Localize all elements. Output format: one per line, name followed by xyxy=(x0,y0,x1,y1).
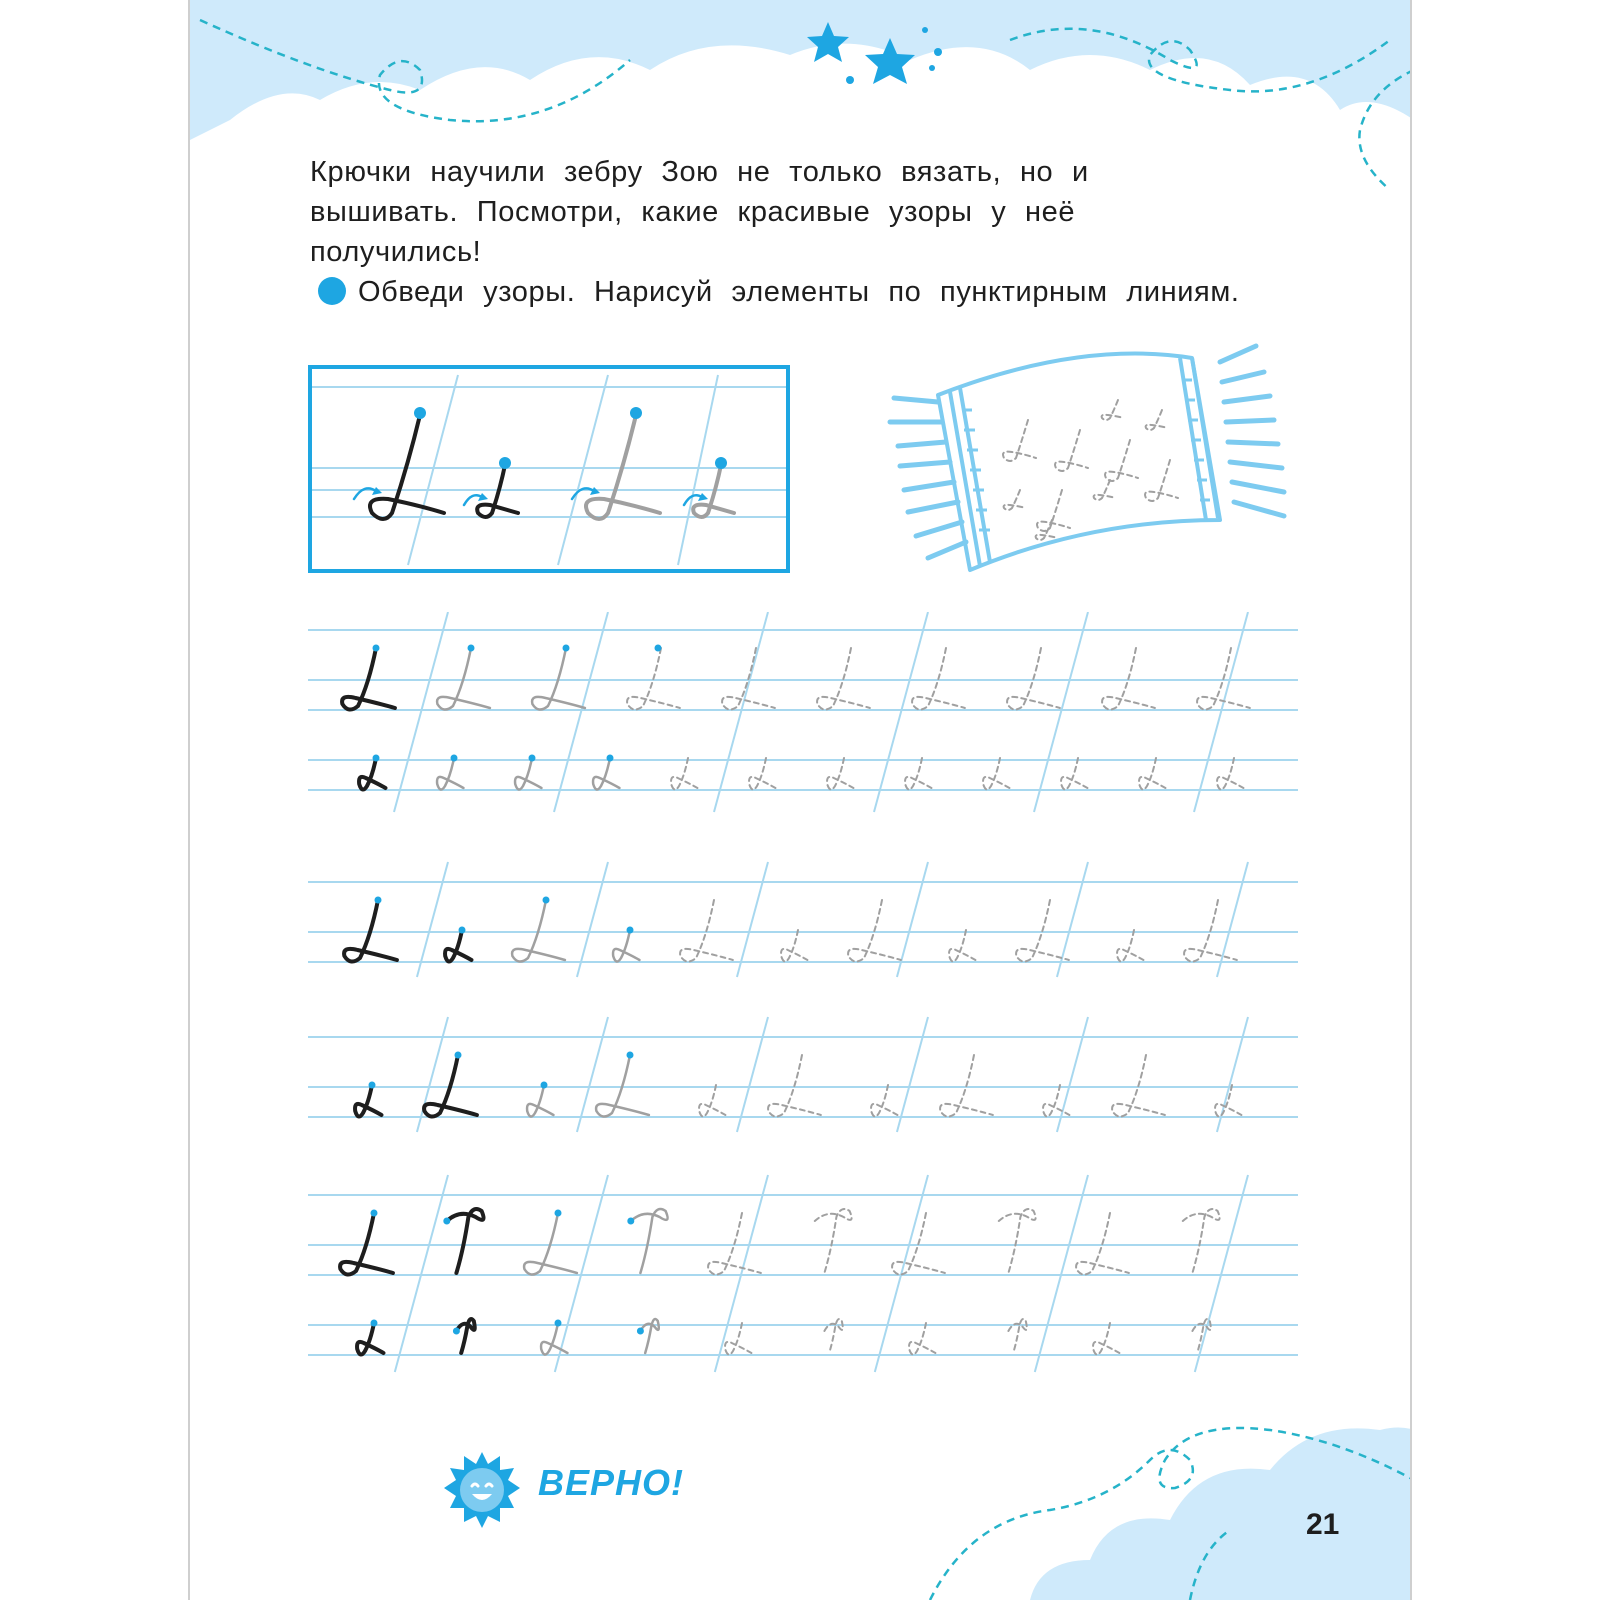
rug-illustration xyxy=(880,340,1300,580)
task-text: Обведи узоры. Нарисуй элементы по пунктирным линиям. xyxy=(358,276,1240,308)
start-dot xyxy=(371,1210,378,1217)
start-dot xyxy=(541,1082,548,1089)
hook-letter xyxy=(355,1085,381,1117)
hook-letter xyxy=(445,930,471,962)
hook-letter xyxy=(905,758,931,790)
bullet-dot-icon xyxy=(318,277,346,305)
hook-letter xyxy=(437,648,490,710)
page-number: 21 xyxy=(1306,1508,1340,1541)
sun-smiley-icon xyxy=(442,1450,522,1530)
start-dot xyxy=(529,755,536,762)
start-dot xyxy=(373,645,380,652)
start-dot xyxy=(468,645,475,652)
hook-letter xyxy=(749,758,775,790)
hook-letter xyxy=(596,1055,649,1117)
hook-letter xyxy=(515,758,541,790)
hook-letter xyxy=(524,1213,577,1275)
hook-letter xyxy=(699,1085,725,1117)
hook-letter xyxy=(1197,648,1250,710)
tee-letter xyxy=(1183,1209,1220,1273)
practice-rows xyxy=(308,612,1298,1392)
start-dot xyxy=(453,1328,460,1335)
hook-letter xyxy=(722,648,775,710)
hook-letter xyxy=(613,930,639,962)
hook-letter xyxy=(344,900,397,962)
hook-letter xyxy=(1016,900,1069,962)
start-dot xyxy=(627,927,634,934)
start-dot xyxy=(455,1052,462,1059)
hook-letter xyxy=(1139,758,1165,790)
hook-letter xyxy=(359,758,385,790)
hook-letter xyxy=(424,1055,477,1117)
hook-letter xyxy=(781,930,807,962)
hook-letter xyxy=(342,648,395,710)
start-dot xyxy=(655,645,662,652)
start-dot xyxy=(371,1320,378,1327)
hook-letter xyxy=(1217,758,1243,790)
bottom-cloud-decoration xyxy=(190,1400,1412,1600)
start-dot xyxy=(555,1210,562,1217)
hook-letter xyxy=(593,758,619,790)
hook-letter xyxy=(532,648,585,710)
hook-letter xyxy=(527,1085,553,1117)
start-dot xyxy=(459,927,466,934)
hook-letter xyxy=(680,900,733,962)
start-dot xyxy=(627,1218,634,1225)
tee-letter xyxy=(999,1209,1036,1273)
hook-letter xyxy=(909,1323,935,1355)
hook-letter xyxy=(983,758,1009,790)
start-dot xyxy=(451,755,458,762)
hook-letter xyxy=(949,930,975,962)
hook-letter xyxy=(1102,648,1155,710)
hook-letter xyxy=(725,1323,751,1355)
start-dot xyxy=(373,755,380,762)
hook-letter xyxy=(817,648,870,710)
hook-letter xyxy=(708,1213,761,1275)
hook-letter xyxy=(627,648,680,710)
start-dot xyxy=(443,1218,450,1225)
task-instruction xyxy=(310,272,1310,312)
hook-letter xyxy=(1076,1213,1129,1275)
hook-letter xyxy=(1061,758,1087,790)
hook-letter xyxy=(357,1323,383,1355)
hook-letter xyxy=(912,648,965,710)
start-dot xyxy=(543,897,550,904)
hook-letter xyxy=(1117,930,1143,962)
start-dot xyxy=(563,645,570,652)
hook-letter xyxy=(512,900,565,962)
hook-letter xyxy=(827,758,853,790)
start-dot xyxy=(555,1320,562,1327)
sample-pattern-box xyxy=(308,365,790,573)
tee-letter xyxy=(447,1209,484,1273)
start-dot xyxy=(627,1052,634,1059)
hook-letter xyxy=(940,1055,993,1117)
start-dot xyxy=(637,1328,644,1335)
start-dot xyxy=(375,897,382,904)
tee-letter xyxy=(631,1209,668,1273)
hook-letter xyxy=(671,758,697,790)
hook-letter xyxy=(437,758,463,790)
start-dot xyxy=(369,1082,376,1089)
hook-letter xyxy=(848,900,901,962)
hook-letter xyxy=(340,1213,393,1275)
correct-badge-label: ВЕРНО! xyxy=(538,1462,685,1503)
start-dot xyxy=(607,755,614,762)
hook-letter xyxy=(768,1055,821,1117)
workbook-page xyxy=(188,0,1412,1600)
hook-letter xyxy=(1112,1055,1165,1117)
intro-paragraph: Крючки научили зебру Зою не только вязать, но и вышивать. Посмотри, какие красивые узоры у неё получились! xyxy=(310,156,1089,268)
tee-letter xyxy=(815,1209,852,1273)
hook-letter xyxy=(892,1213,945,1275)
hook-letter xyxy=(871,1085,897,1117)
hook-letter xyxy=(1093,1323,1119,1355)
hook-letter xyxy=(1007,648,1060,710)
